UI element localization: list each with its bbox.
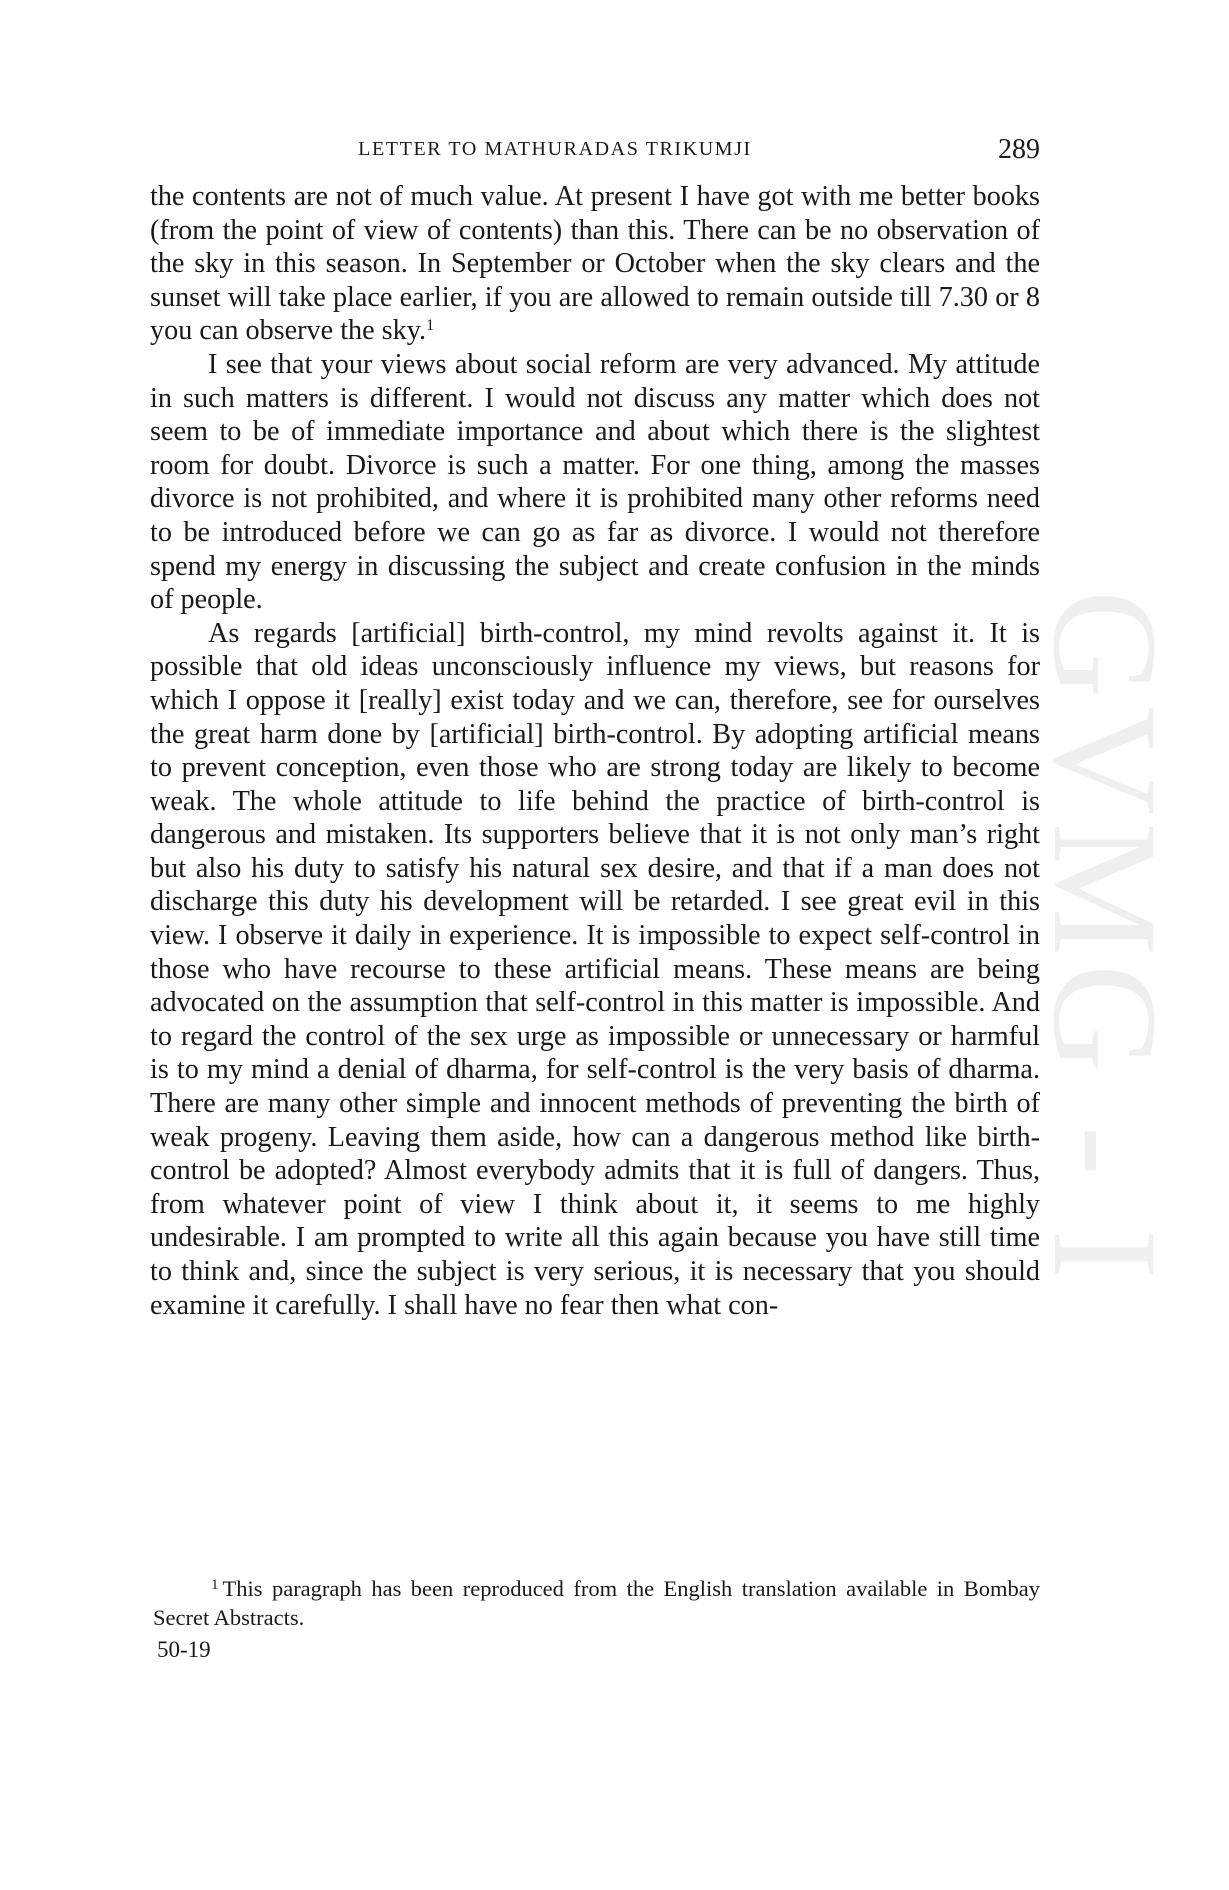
page-number: 289 [998,134,1040,165]
footnote-mark: 1 [211,1577,219,1593]
page-signature: 50-19 [157,1637,211,1662]
paragraph-3 [150,617,1040,1322]
footnote-text: This paragraph has been reproduced from the English translation available in Bombay Secret Abstracts. [153,1576,1040,1630]
paragraph-1 [150,180,1040,348]
body-text [150,180,1040,1322]
running-head [150,134,1040,168]
watermark-text: GVMG - I [1022,590,1188,1288]
footnote-1 [153,1574,1040,1632]
paragraph-2 [150,348,1040,617]
footnotes [153,1574,1040,1632]
running-title: LETTER TO MATHURADAS TRIKUMJI [358,138,752,160]
footnote-reference: 1 [426,317,435,335]
paragraph-3-text: As regards [artificial] birth-control, my mind revolts against it. It is possible that old ideas unconsciously influence my views, but reasons for which I oppose it [really] exist today and we can, therefore, see for ourselves the great harm done by [artificial] birth-control. By adopting artificial means to prevent conception, even those who are strong today are likely to become weak. The whole attitude to life behind the practice of birth-control is dangerous and mistaken. Its supporters believe that it is not only man’s right but also his duty to satisfy his natural sex desire, and that if a man does not discharge this duty his development will be retarded. I see great evil in this view. I observe it daily in experience. It is impossible to expect self-control in those who have recourse to these artificial means. These means are being advocated on the assumption that self-control in this matter is impossible. And to regard the control of the sex urge as impossible or unnecessary or harmful is to my mind a denial of dharma, for self-control is the very basis of dharma. There are many other simple and innocent methods of preventing the birth of weak progeny. Leaving them aside, how can a dangerous method like birth-control be adopted? Almost everybody admits that it is full of dangers. Thus, from whatever point of view I think about it, it seems to me highly undesirable. I am prompted to write all this again because you have still time to think and, since the subject is very serious, it is necessary that you should examine it carefully. I shall have no fear then what con- [150,617,1040,1321]
paragraph-1-text: the contents are not of much value. At present I have got with me better books (from the point of view of contents) than this. There can be no observation of the sky in this season. In September or October when the sky clears and the sunset will take place earlier, if you are allowed to remain outside till 7.30 or 8 you can observe the sky. [150,181,1040,347]
paragraph-2-text: I see that your views about social reform are very advanced. My attitude in such matters is different. I would not discuss any matter which does not seem to be of immediate importance and about which there is the slightest room for doubt. Divorce is such a matter. For one thing, among the masses divorce is not prohibited, and where it is prohibited many other reforms need to be introduced before we can go as far as divorce. I would not therefore spend my energy in discussing the subject and create confusion in the minds of people. [150,348,1040,616]
